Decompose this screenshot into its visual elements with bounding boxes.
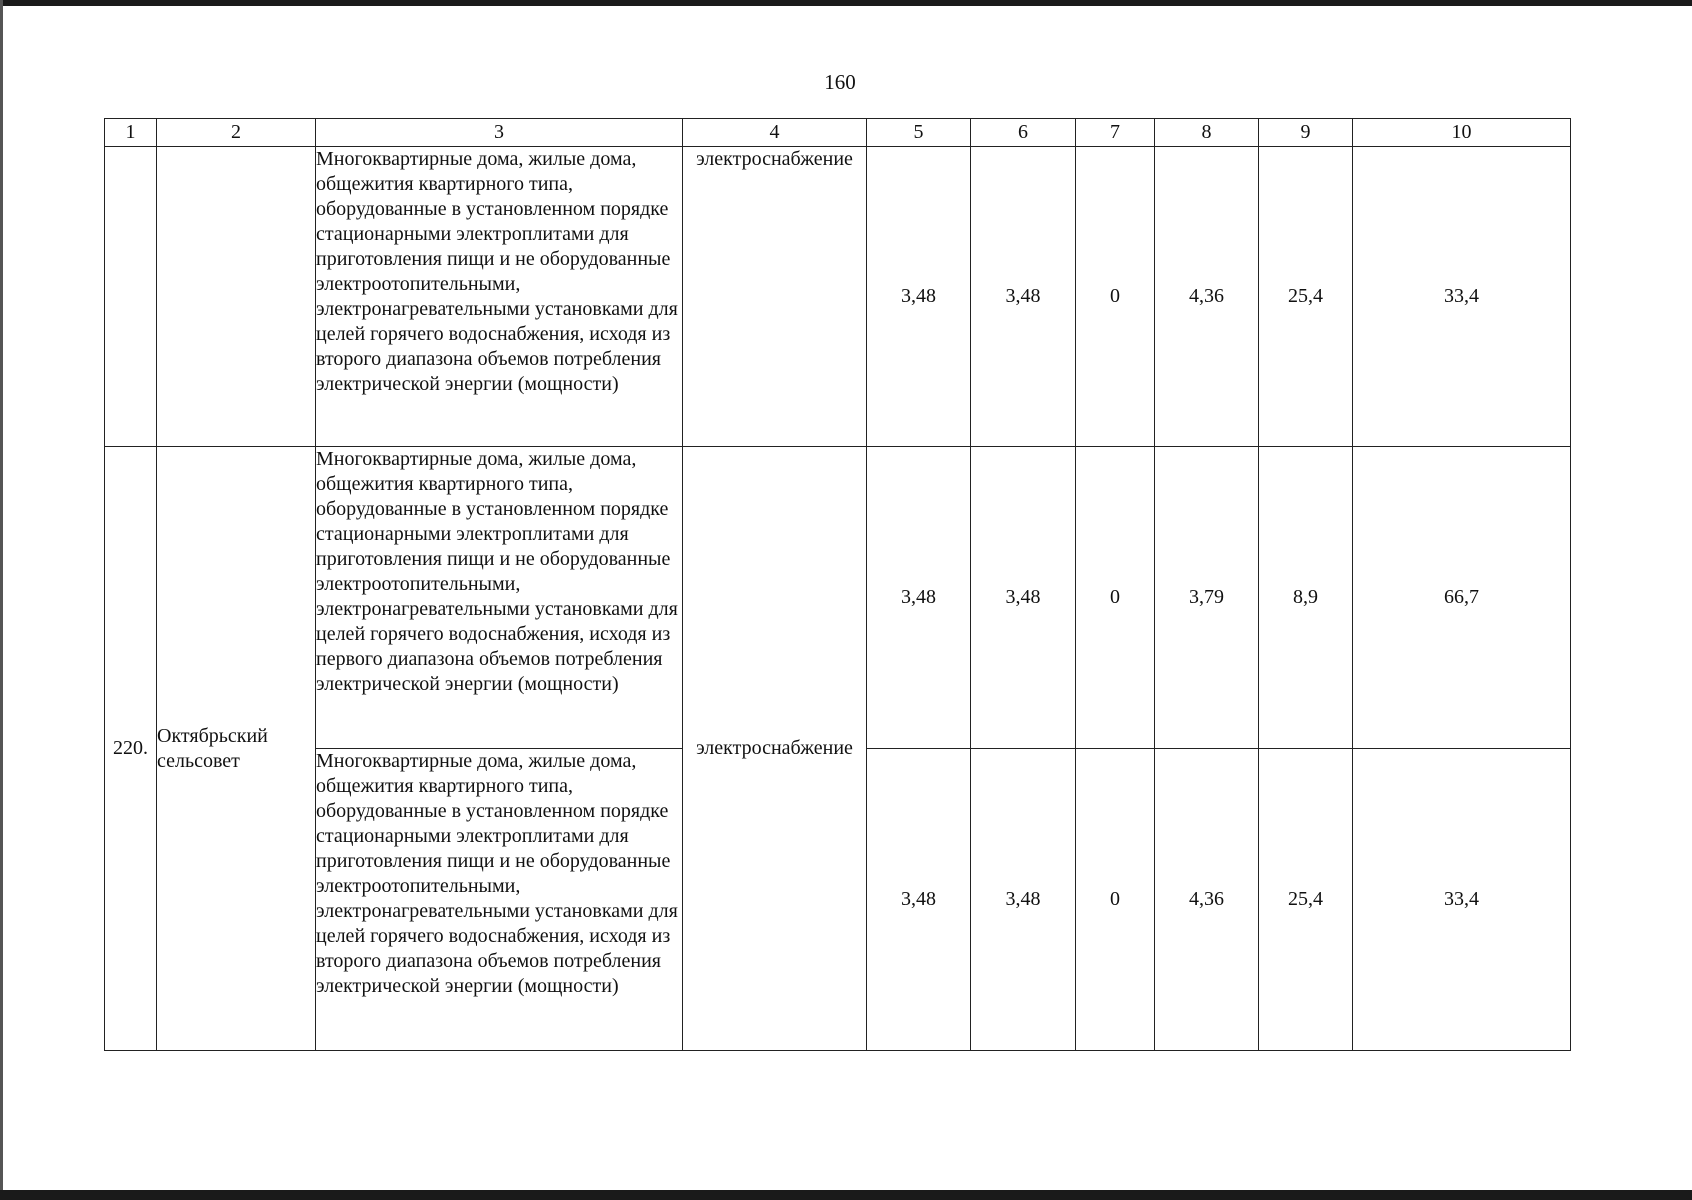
row-value-7: 0 bbox=[1076, 147, 1155, 447]
header-col-3: 3 bbox=[316, 119, 683, 147]
header-row bbox=[105, 119, 1571, 147]
row-value-8: 4,36 bbox=[1155, 749, 1259, 1051]
row-name: Октябрьский сельсовет bbox=[157, 447, 316, 1051]
row-value-9: 25,4 bbox=[1259, 147, 1353, 447]
row-index bbox=[105, 147, 157, 447]
row-value-9: 8,9 bbox=[1259, 447, 1353, 749]
row-value-7: 0 bbox=[1076, 447, 1155, 749]
row-service: электроснабжение bbox=[683, 447, 867, 1051]
row-description: Многоквартирные дома, жилые дома, общежития квартирного типа, оборудованные в установленном порядке стационарными электроплитами для приготовления пищи и не оборудованные электроотопительными, электронагревательными установками для целей горячего водоснабжения, исходя из второго диапазона объемов потребления электрической энергии (мощности) bbox=[316, 749, 683, 1051]
header-col-7: 7 bbox=[1076, 119, 1155, 147]
header-col-4: 4 bbox=[683, 119, 867, 147]
scan-border-top bbox=[0, 0, 1692, 6]
header-col-5: 5 bbox=[867, 119, 971, 147]
scan-border-left bbox=[0, 0, 3, 1200]
table-row bbox=[105, 447, 1571, 749]
page-number: 160 bbox=[824, 70, 856, 94]
header-col-6: 6 bbox=[971, 119, 1076, 147]
tariff-table bbox=[104, 118, 1571, 1051]
row-description: Многоквартирные дома, жилые дома, общежития квартирного типа, оборудованные в установленном порядке стационарными электроплитами для приготовления пищи и не оборудованные электроотопительными, электронагревательными установками для целей горячего водоснабжения, исходя из первого диапазона объемов потребления электрической энергии (мощности) bbox=[316, 447, 683, 749]
row-value-5: 3,48 bbox=[867, 147, 971, 447]
header-col-10: 10 bbox=[1353, 119, 1571, 147]
row-value-10: 66,7 bbox=[1353, 447, 1571, 749]
row-value-5: 3,48 bbox=[867, 749, 971, 1051]
row-value-6: 3,48 bbox=[971, 749, 1076, 1051]
row-value-8: 4,36 bbox=[1155, 147, 1259, 447]
header-col-8: 8 bbox=[1155, 119, 1259, 147]
row-value-6: 3,48 bbox=[971, 447, 1076, 749]
header-col-1: 1 bbox=[105, 119, 157, 147]
header-col-2: 2 bbox=[157, 119, 316, 147]
row-value-8: 3,79 bbox=[1155, 447, 1259, 749]
header-col-9: 9 bbox=[1259, 119, 1353, 147]
row-value-10: 33,4 bbox=[1353, 749, 1571, 1051]
scan-border-bottom bbox=[0, 1190, 1692, 1200]
row-value-10: 33,4 bbox=[1353, 147, 1571, 447]
row-service: электроснабжение bbox=[683, 147, 867, 447]
row-index: 220. bbox=[105, 447, 157, 1051]
row-value-7: 0 bbox=[1076, 749, 1155, 1051]
row-value-6: 3,48 bbox=[971, 147, 1076, 447]
row-name bbox=[157, 147, 316, 447]
table-row bbox=[105, 147, 1571, 447]
row-value-5: 3,48 bbox=[867, 447, 971, 749]
row-value-9: 25,4 bbox=[1259, 749, 1353, 1051]
row-description: Многоквартирные дома, жилые дома, общежития квартирного типа, оборудованные в установленном порядке стационарными электроплитами для приготовления пищи и не оборудованные электроотопительными, электронагревательными установками для целей горячего водоснабжения, исходя из второго диапазона объемов потребления электрической энергии (мощности) bbox=[316, 147, 683, 447]
